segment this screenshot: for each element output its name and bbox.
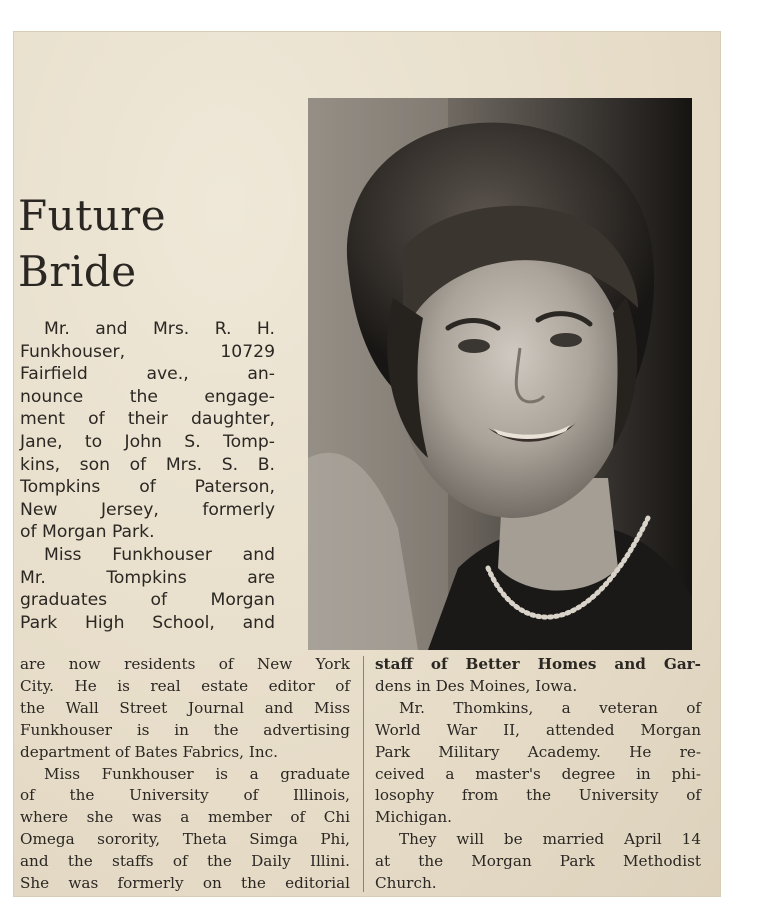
text-line: Park Military Academy. He re- <box>375 742 701 761</box>
text-line: Mr. and Mrs. R. H. <box>44 319 275 339</box>
text-line: City. He is real estate editor of <box>20 676 350 695</box>
text-line: Tompkins of Paterson, <box>20 477 275 498</box>
text-line: She was formerly on the editorial <box>20 874 350 893</box>
text-line: are now residents of New York <box>20 655 350 673</box>
text-line: dens in Des Moines, Iowa. <box>375 676 578 695</box>
portrait-photo <box>308 98 692 650</box>
text-line: ment of their daughter, <box>20 409 275 430</box>
text-line: of Morgan Park. <box>20 522 155 543</box>
text-line: Jane, to John S. Tomp- <box>20 431 275 452</box>
text-line: They will be married April 14 <box>399 830 701 849</box>
text-line: nounce the engage- <box>20 386 275 407</box>
text-line: Park High School, and <box>20 612 275 633</box>
headline-line-2: Bride <box>18 247 137 296</box>
intro-column <box>20 318 275 634</box>
text-line: Miss Funkhouser is a graduate <box>44 764 350 783</box>
portrait-photo-icon <box>308 98 692 650</box>
text-line: Funkhouser, 10729 <box>20 341 275 362</box>
body-column-right <box>375 654 701 895</box>
text-line: New Jersey, formerly <box>20 499 275 520</box>
text-line: Funkhouser is in the advertising <box>20 720 350 739</box>
text-line: Mr. Tompkins are <box>20 567 275 588</box>
text-line: graduates of Morgan <box>20 590 275 611</box>
text-line: losophy from the University of <box>375 786 701 805</box>
text-line: department of Bates Fabrics, Inc. <box>20 742 278 761</box>
column-divider <box>363 656 364 892</box>
text-line: Fairfield ave., an- <box>20 364 275 385</box>
text-line: where she was a member of Chi <box>20 808 350 827</box>
text-line: kins, son of Mrs. S. B. <box>20 454 275 475</box>
text-line: Church. <box>375 874 437 893</box>
text-line: Mr. Thomkins, a veteran of <box>399 698 701 717</box>
text-line: and the staffs of the Daily Illini. <box>20 852 350 871</box>
text-line: the Wall Street Journal and Miss <box>20 698 350 717</box>
text-line: ceived a master's degree in phi- <box>375 764 701 783</box>
text-line: World War II, attended Morgan <box>375 720 701 739</box>
text-line: Michigan. <box>375 808 452 827</box>
text-line: at the Morgan Park Methodist <box>375 852 701 871</box>
text-line: Omega sorority, Theta Simga Phi, <box>20 830 350 849</box>
text-line: Miss Funkhouser and <box>44 544 275 565</box>
text-line: of the University of Illinois, <box>20 786 350 805</box>
body-column-left <box>20 654 350 895</box>
headline <box>18 188 166 300</box>
text-line: staff of Better Homes and Gar- <box>375 655 701 673</box>
headline-line-1: Future <box>18 191 167 240</box>
